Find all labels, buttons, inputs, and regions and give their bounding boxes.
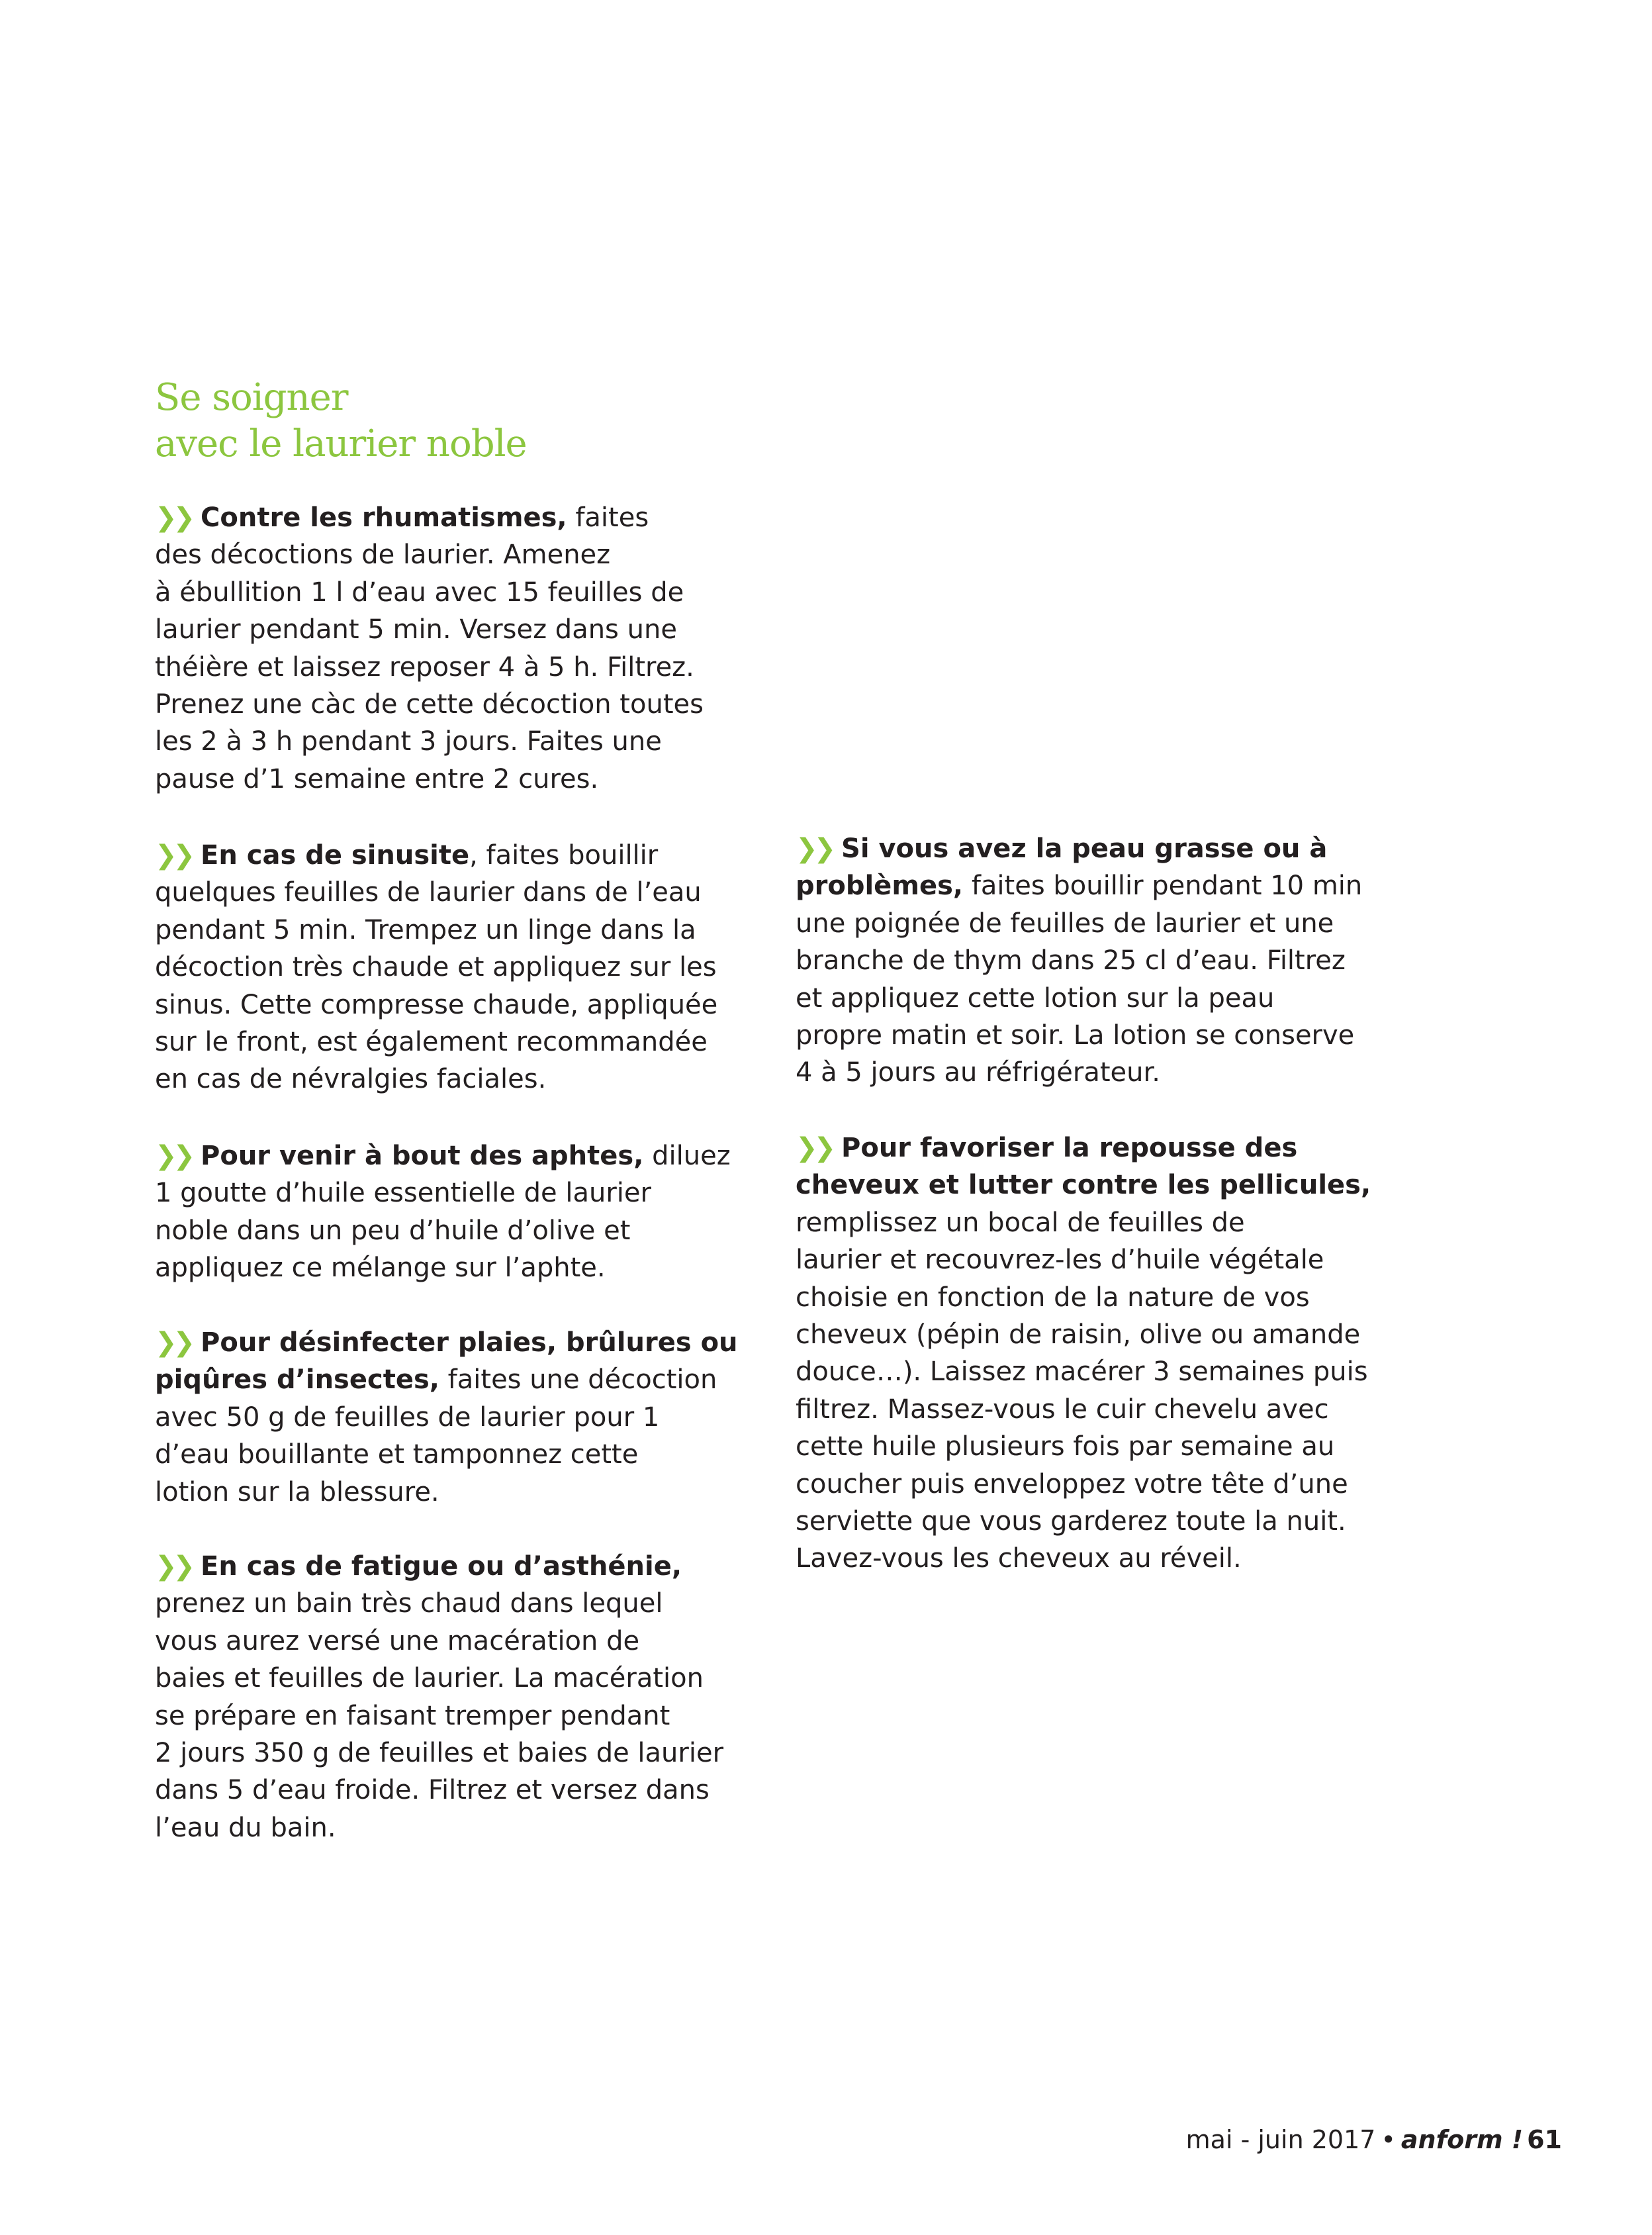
tip-text-line: pause d’1 semaine entre 2 cures. — [155, 763, 599, 794]
tip-lead-continued: problèmes, — [796, 871, 964, 902]
tip-text-line: baies et feuilles de laurier. La macération — [155, 1663, 704, 1694]
tip-text-line: théière et laissez reposer 4 à 5 h. Filtrez. — [155, 651, 694, 683]
chevron-icon: ❯❯ — [796, 833, 833, 864]
tip-text-line: filtrez. Massez-vous le cuir chevelu avec — [796, 1394, 1329, 1425]
tip-second-line — [796, 867, 1362, 904]
tip-text: , faites bouillir — [469, 840, 659, 871]
tip-text-line: quelques feuilles de laurier dans de l’eau — [155, 877, 702, 908]
chevron-icon: ❯❯ — [155, 1551, 192, 1582]
tip-text-line: en cas de névralgies faciales. — [155, 1064, 547, 1095]
tip-text-line: se prépare en faisant tremper pendant — [155, 1700, 670, 1731]
chevron-icon: ❯❯ — [155, 1141, 192, 1171]
tip-text-line: 1 goutte d’huile essentielle de laurier — [155, 1178, 651, 1209]
tip-text-line: les 2 à 3 h pendant 3 jours. Faites une — [155, 726, 662, 757]
tip-text-line: noble dans un peu d’huile d’olive et — [155, 1215, 631, 1246]
tip-lead: Pour désinfecter plaies, brûlures ou — [201, 1327, 738, 1358]
tip-text-line: avec 50 g de feuilles de laurier pour 1 — [155, 1402, 660, 1433]
tip-text-line: choisie en fonction de la nature de vos — [796, 1282, 1310, 1313]
page-number: 61 — [1527, 2125, 1562, 2154]
tip-text-line: lotion sur la blessure. — [155, 1476, 439, 1507]
tip-text-line: Lavez-vous les cheveux au réveil. — [796, 1543, 1242, 1574]
tip-text-line: cette huile plusieurs fois par semaine au — [796, 1431, 1335, 1462]
tip-text-line: 4 à 5 jours au réfrigérateur. — [796, 1057, 1160, 1088]
magazine-brand: anform ! — [1400, 2125, 1524, 2154]
section-title-line-1: Se soigner — [155, 376, 348, 419]
tip-second-line — [796, 1166, 1371, 1204]
tip-text-line: douce…). Laissez macérer 3 semaines puis — [796, 1356, 1368, 1388]
tip-fatigue — [155, 1548, 723, 1846]
tip-first-line — [796, 830, 1362, 867]
tip-text-line: laurier pendant 5 min. Versez dans une — [155, 614, 677, 645]
tip-text-line: coucher puis enveloppez votre tête d’une — [796, 1468, 1348, 1499]
chevron-icon: ❯❯ — [796, 1133, 833, 1163]
tip-first-line — [796, 1129, 1371, 1166]
tip-text: faites bouillir pendant 10 min — [963, 871, 1363, 902]
tip-lead: Pour favoriser la repousse des — [841, 1133, 1298, 1163]
tip-lead-continued: piqûres d’insectes, — [155, 1364, 439, 1396]
chevron-icon: ❯❯ — [155, 840, 192, 871]
page-footer — [1186, 2124, 1562, 2156]
tip-text-line: décoction très chaude et appliquez sur les — [155, 952, 717, 983]
tip-first-line — [155, 499, 704, 536]
tip-text-line: à ébullition 1 l d’eau avec 15 feuilles de — [155, 577, 684, 608]
tip-text: faites une décoction — [439, 1364, 717, 1396]
chevron-icon: ❯❯ — [155, 1327, 192, 1358]
issue-date: mai - juin 2017 — [1185, 2125, 1376, 2154]
tip-text-line: propre matin et soir. La lotion se conserve — [796, 1020, 1355, 1051]
tip-cheveux — [796, 1129, 1371, 1578]
tip-text-line: 2 jours 350 g de feuilles et baies de laurier — [155, 1738, 724, 1769]
tip-text-line: une poignée de feuilles de laurier et une — [796, 908, 1334, 939]
tip-text-line: pendant 5 min. Trempez un linge dans la — [155, 914, 696, 945]
tip-text-line: vous aurez versé une macération de — [155, 1625, 640, 1656]
tip-text-line: appliquez ce mélange sur l’aphte. — [155, 1253, 606, 1284]
tip-rhumatismes — [155, 499, 704, 798]
tip-sinusite — [155, 837, 717, 1098]
tip-text-line: l’eau du bain. — [155, 1812, 336, 1843]
tip-second-line — [155, 1361, 738, 1398]
tip-text-line: sinus. Cette compresse chaude, appliquée — [155, 989, 718, 1020]
tip-text-line: des décoctions de laurier. Amenez — [155, 540, 611, 571]
tip-peau-grasse — [796, 830, 1362, 1092]
section-title — [155, 375, 527, 467]
tip-desinfecter — [155, 1324, 738, 1511]
tip-text-line: prenez un bain très chaud dans lequel — [155, 1588, 663, 1619]
tip-lead: Contre les rhumatismes, — [201, 502, 567, 533]
tip-text-line: branche de thym dans 25 cl d’eau. Filtrez — [796, 945, 1346, 976]
tip-first-line — [155, 1548, 723, 1585]
tip-text-line: cheveux (pépin de raisin, olive ou amande — [796, 1319, 1361, 1351]
tip-first-line — [155, 1137, 731, 1174]
tip-text-line: serviette que vous garderez toute la nuit. — [796, 1506, 1346, 1537]
tip-lead-continued: cheveux et lutter contre les pellicules, — [796, 1170, 1371, 1201]
tip-text: diluez — [643, 1141, 731, 1171]
footer-separator: • — [1381, 2125, 1396, 2154]
tip-lead: Si vous avez la peau grasse ou à — [841, 833, 1328, 864]
tip-text-line: et appliquez cette lotion sur la peau — [796, 982, 1275, 1014]
tip-aphtes — [155, 1137, 731, 1287]
chevron-icon: ❯❯ — [155, 502, 192, 533]
tip-text-line: dans 5 d’eau froide. Filtrez et versez dans — [155, 1775, 710, 1806]
tip-lead: En cas de sinusite — [201, 840, 470, 871]
tip-first-line — [155, 837, 717, 874]
tip-text-line: laurier et recouvrez-les d’huile végétale — [796, 1245, 1324, 1276]
section-title-line-2: avec le laurier noble — [155, 422, 527, 465]
tip-text-line: sur le front, est également recommandée — [155, 1027, 708, 1058]
tip-text-line: d’eau bouillante et tamponnez cette — [155, 1439, 639, 1470]
tip-first-line — [155, 1324, 738, 1361]
tip-text-line: Prenez une càc de cette décoction toutes — [155, 689, 704, 720]
tip-text-line: remplissez un bocal de feuilles de — [796, 1207, 1245, 1238]
tip-lead: Pour venir à bout des aphtes, — [201, 1141, 644, 1171]
tip-text: faites — [567, 502, 649, 533]
tip-lead: En cas de fatigue ou d’asthénie, — [201, 1551, 682, 1582]
